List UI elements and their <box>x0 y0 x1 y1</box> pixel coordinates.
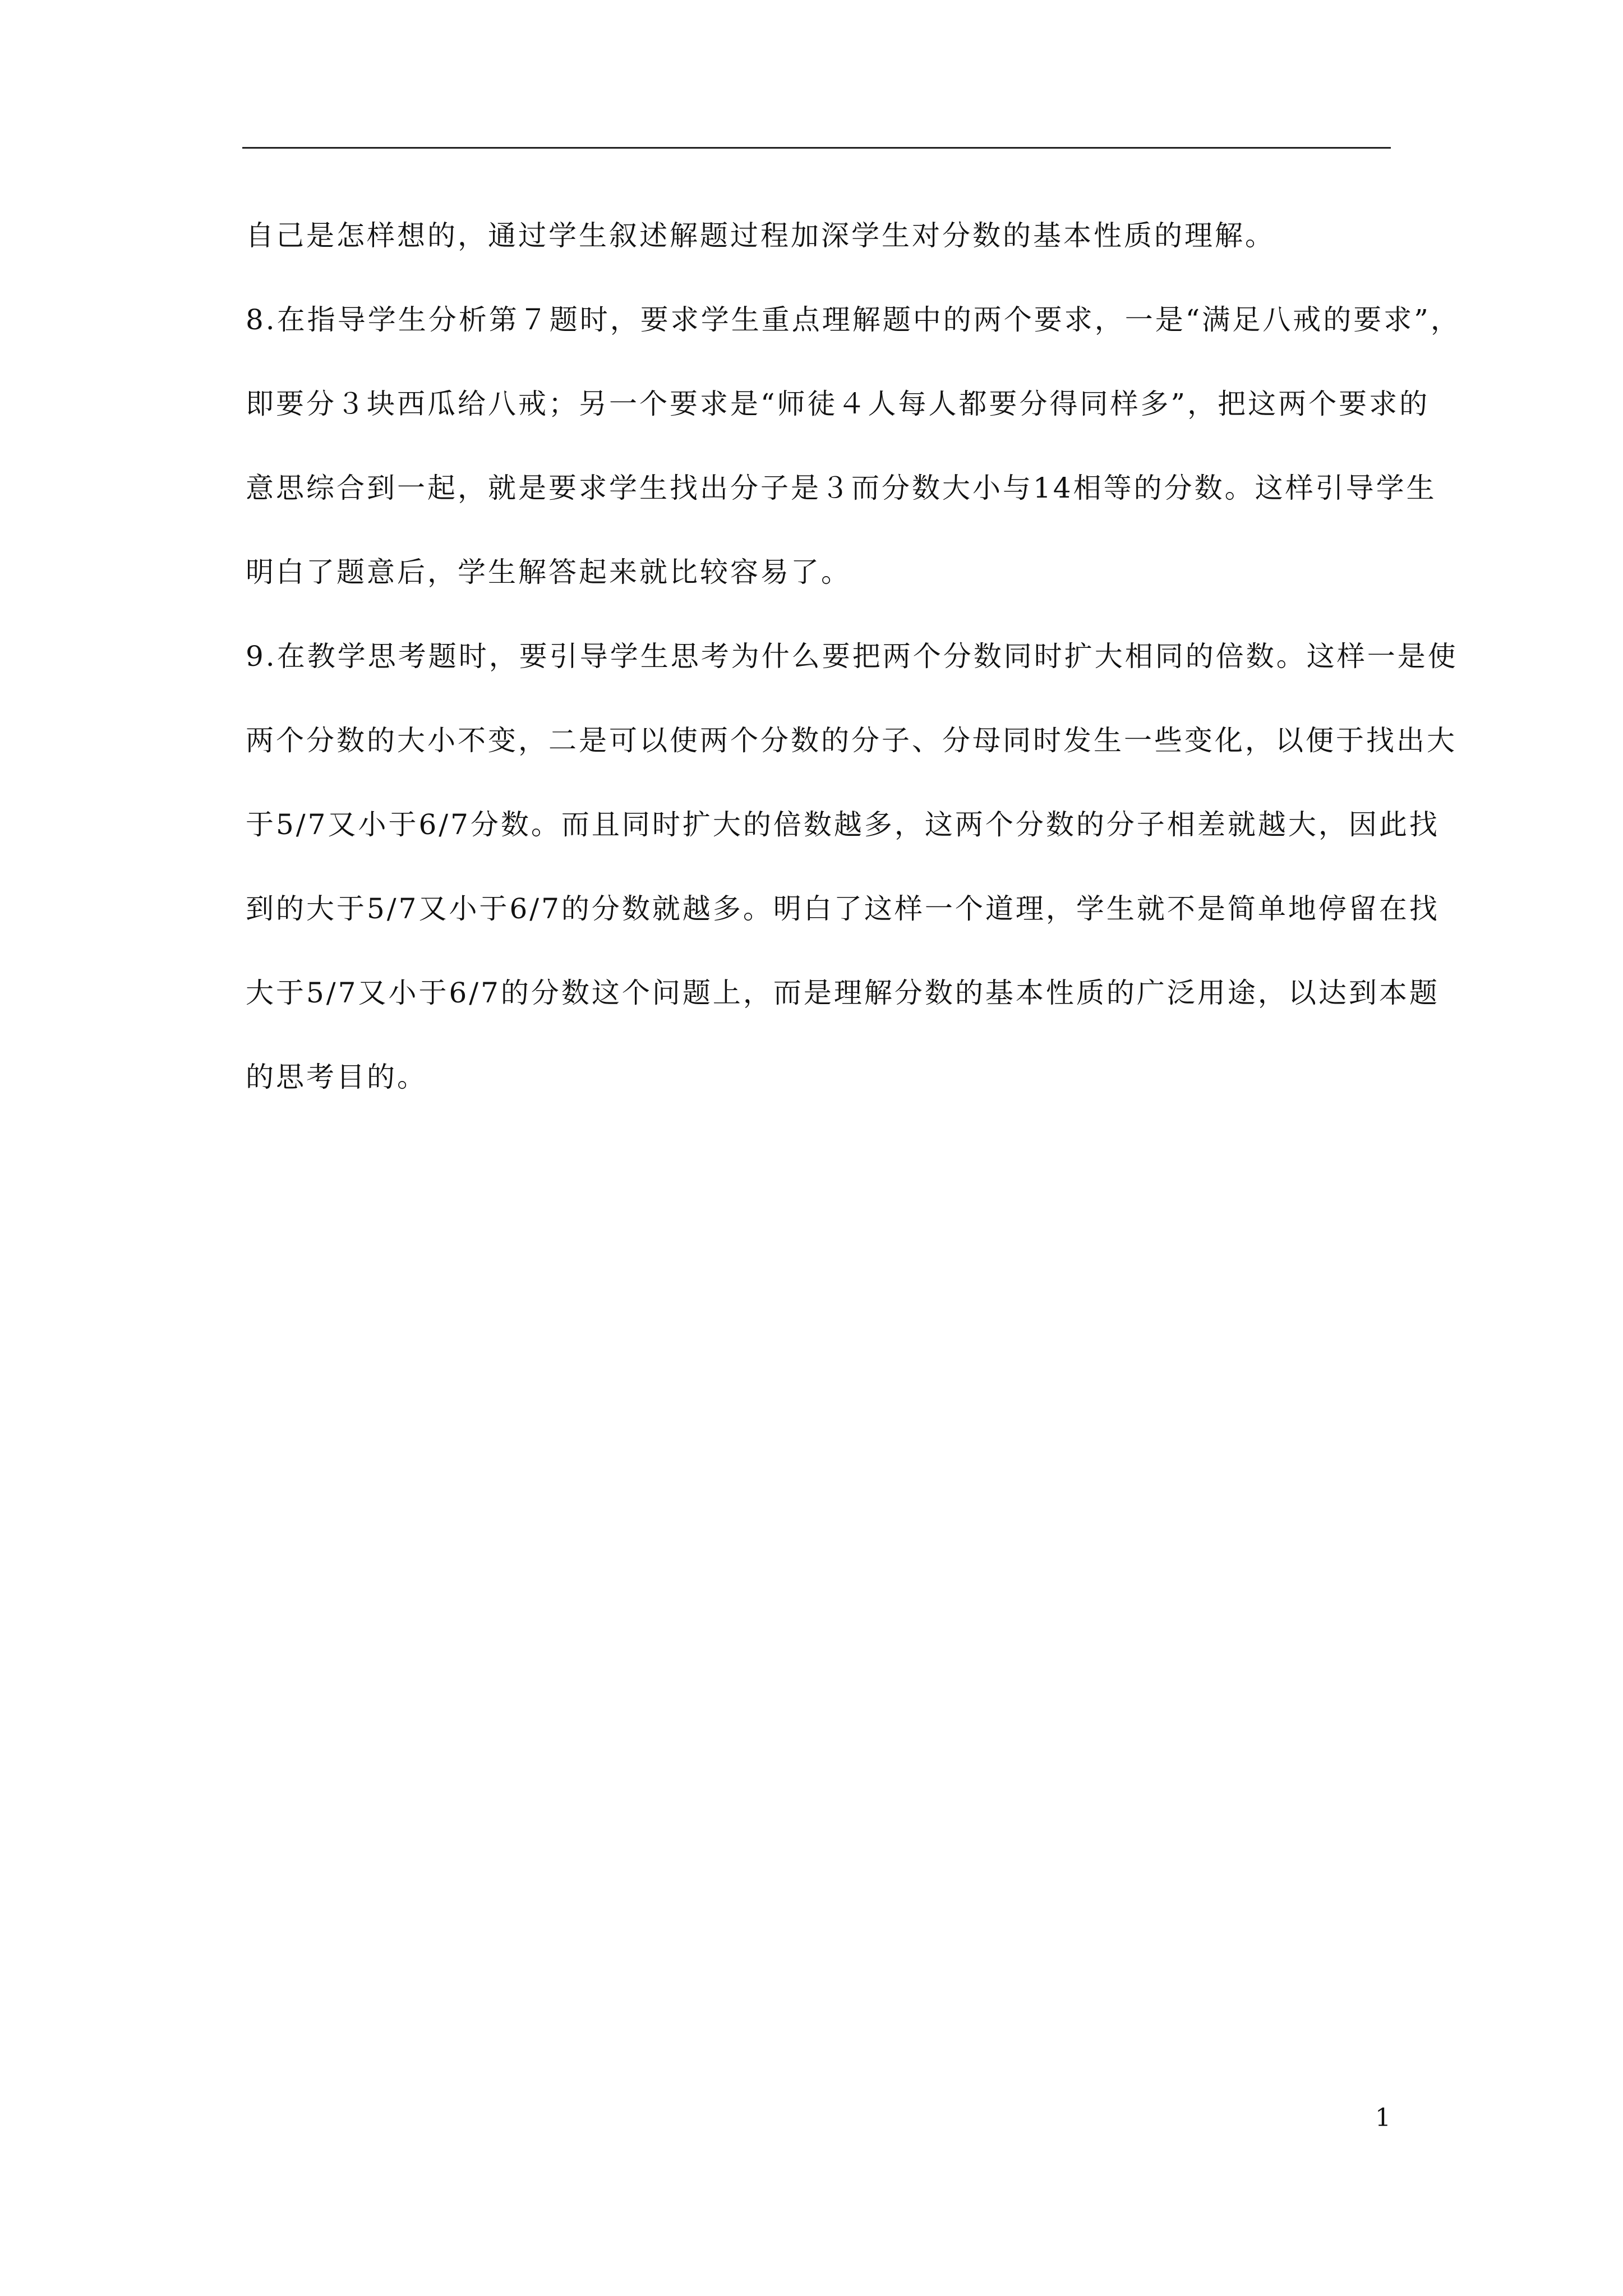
text-line: 的思考目的。 <box>246 1061 427 1093</box>
text-line: 9.在教学思考题时，要引导学生思考为什么要把两个分数同时扩大相同的倍数。这样一是使 <box>246 640 1458 673</box>
text-line: 8.在指导学生分析第７题时，要求学生重点理解题中的两个要求，一是“满足八戒的要求”， <box>246 303 1461 336</box>
body-text <box>246 209 1461 1134</box>
text-line: 两个分数的大小不变，二是可以使两个分数的分子、分母同时发生一些变化，以便于找出大 <box>246 724 1457 757</box>
page-number: 1 <box>1375 2104 1391 2132</box>
text-line: 自己是怎样想的，通过学生叙述解题过程加深学生对分数的基本性质的理解。 <box>246 219 1275 252</box>
header-rule <box>242 147 1391 149</box>
text-line: 到的大于5/7又小于6/7的分数就越多。明白了这样一个道理，学生就不是简单地停留在找 <box>246 892 1440 925</box>
text-line: 意思综合到一起，就是要求学生找出分子是３而分数大小与14相等的分数。这样引导学生 <box>246 472 1437 504</box>
text-line: 于5/7又小于6/7分数。而且同时扩大的倍数越多，这两个分数的分子相差就越大，因此找 <box>246 808 1440 841</box>
text-line: 大于5/7又小于6/7的分数这个问题上，而是理解分数的基本性质的广泛用途，以达到本题 <box>246 977 1440 1009</box>
text-line: 即要分３块西瓜给八戒；另一个要求是“师徒４人每人都要分得同样多”，把这两个要求的 <box>246 388 1430 420</box>
text-line: 明白了题意后，学生解答起来就比较容易了。 <box>246 556 851 588</box>
